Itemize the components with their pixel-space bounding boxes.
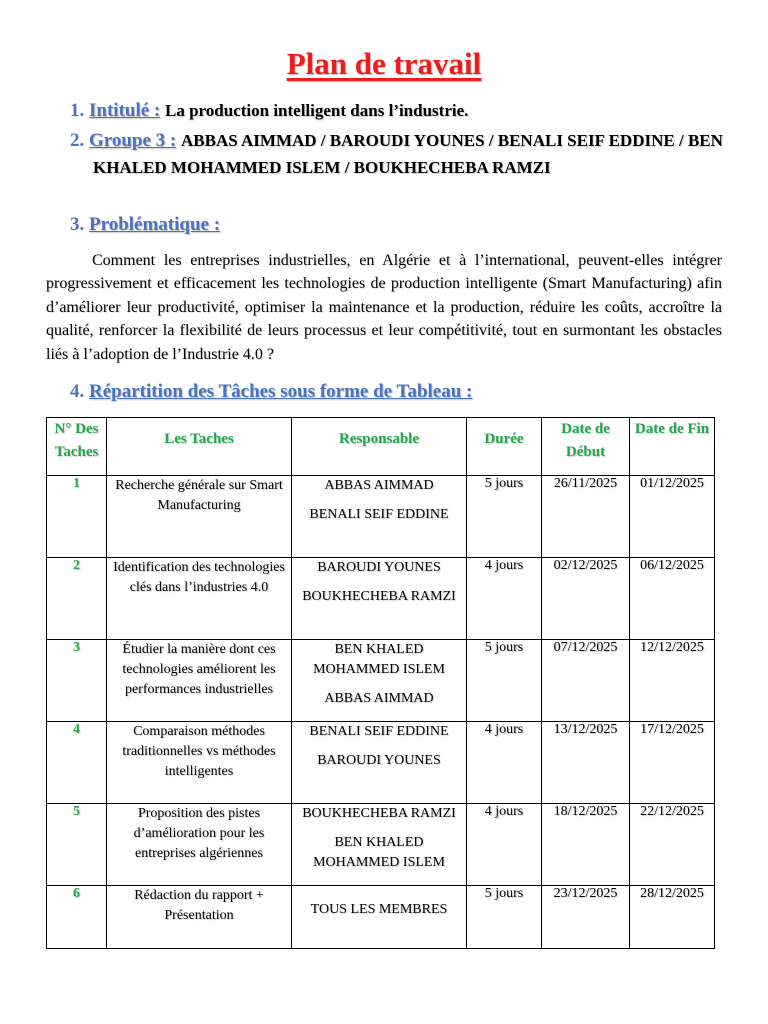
- row-responsable: [292, 886, 467, 949]
- row-responsable: [292, 722, 467, 804]
- row-number: 6: [47, 886, 107, 949]
- responsable-name: ABBAS AIMMAD: [324, 478, 434, 493]
- responsable-name: BENALI SEIF EDDINE: [309, 507, 449, 522]
- row-task: Rédaction du rapport + Présentation: [107, 886, 292, 949]
- table-row: [47, 722, 715, 804]
- row-number: 5: [47, 804, 107, 886]
- row-task: Recherche générale sur Smart Manufacturing: [107, 476, 292, 558]
- row-task: Comparaison méthodes traditionnelles vs méthodes intelligentes: [107, 722, 292, 804]
- section-heading: Répartition des Tâches sous forme de Tableau :: [89, 381, 473, 402]
- responsable-name: BEN KHALED MOHAMMED ISLEM: [313, 642, 445, 677]
- page-title: Plan de travail: [286, 46, 482, 81]
- section-intitule: [70, 97, 730, 124]
- section-number: 4.: [70, 381, 85, 402]
- row-duree: 4 jours: [467, 722, 542, 804]
- responsable-name: BOUKHECHEBA RAMZI: [302, 589, 456, 604]
- header-date-fin: Date de Fin: [630, 418, 715, 476]
- row-duree: 5 jours: [467, 886, 542, 949]
- section-number: 2.: [70, 130, 85, 151]
- responsable-name: BAROUDI YOUNES: [317, 753, 441, 768]
- row-date-fin: 06/12/2025: [630, 558, 715, 640]
- table-row: [47, 804, 715, 886]
- row-duree: 4 jours: [467, 804, 542, 886]
- responsable-name: ABBAS AIMMAD: [324, 691, 434, 706]
- row-date-debut: 18/12/2025: [542, 804, 630, 886]
- responsable-name: BOUKHECHEBA RAMZI: [302, 806, 456, 821]
- tasks-table: [46, 417, 715, 949]
- section-number: 1.: [70, 100, 85, 121]
- responsable-name: TOUS LES MEMBRES: [310, 902, 448, 917]
- row-date-debut: 13/12/2025: [542, 722, 630, 804]
- problematique-paragraph: Comment les entreprises industrielles, en Algérie et à l’international, peuvent-elles intégrer progressivement et efficacement les technologies de production intelligente (Smart Manufacturing) afin d’améliorer leur productivité, optimiser la maintenance et la production, réduire les coûts, accroître la qualité, renforcer la flexibilité de leurs processus et leur compétitivité, tout en surmontant les obstacles liés à l’adoption de l’Industrie 4.0 ?: [46, 252, 722, 363]
- row-number: 1: [47, 476, 107, 558]
- row-number: 4: [47, 722, 107, 804]
- row-date-debut: 02/12/2025: [542, 558, 630, 640]
- row-task: Étudier la manière dont ces technologies améliorent les performances industrielles: [107, 640, 292, 722]
- row-number: 2: [47, 558, 107, 640]
- section-heading: Problématique :: [89, 214, 221, 235]
- table-row: [47, 886, 715, 949]
- responsable-name: BENALI SEIF EDDINE: [309, 724, 449, 739]
- header-duree: Durée: [467, 418, 542, 476]
- row-responsable: [292, 558, 467, 640]
- responsable-name: BEN KHALED MOHAMMED ISLEM: [313, 835, 445, 870]
- row-responsable: [292, 640, 467, 722]
- row-number: 3: [47, 640, 107, 722]
- row-date-fin: 22/12/2025: [630, 804, 715, 886]
- header-responsable: Responsable: [292, 418, 467, 476]
- section-number: 3.: [70, 214, 85, 235]
- section-groupe: [70, 127, 753, 181]
- row-date-fin: 12/12/2025: [630, 640, 715, 722]
- row-task: Proposition des pistes d’amélioration pour les entreprises algériennes: [107, 804, 292, 886]
- row-duree: 5 jours: [467, 476, 542, 558]
- row-responsable: [292, 476, 467, 558]
- table-row: [47, 558, 715, 640]
- header-taches: Les Taches: [107, 418, 292, 476]
- row-responsable: [292, 804, 467, 886]
- section-heading: Intitulé :: [89, 100, 161, 121]
- row-date-debut: 23/12/2025: [542, 886, 630, 949]
- row-date-debut: 07/12/2025: [542, 640, 630, 722]
- row-date-fin: 01/12/2025: [630, 476, 715, 558]
- header-num: N° Des Taches: [47, 418, 107, 476]
- row-task: Identification des technologies clés dans l’industries 4.0: [107, 558, 292, 640]
- table-row: [47, 640, 715, 722]
- row-date-debut: 26/11/2025: [542, 476, 630, 558]
- section-value: ABBAS AIMMAD / BAROUDI YOUNES / BENALI SEIF EDDINE / BEN KHALED MOHAMMED ISLEM / BOUKHECHEBA RAMZI: [93, 131, 723, 177]
- table-row: [47, 476, 715, 558]
- header-date-debut: Date de Début: [542, 418, 630, 476]
- responsable-name: BAROUDI YOUNES: [317, 560, 441, 575]
- section-value: La production intelligent dans l’industrie.: [165, 101, 469, 120]
- section-repartition: [70, 378, 730, 405]
- row-date-fin: 17/12/2025: [630, 722, 715, 804]
- row-duree: 4 jours: [467, 558, 542, 640]
- section-heading: Groupe 3 :: [89, 130, 177, 151]
- row-date-fin: 28/12/2025: [630, 886, 715, 949]
- section-problematique: [70, 211, 730, 238]
- row-duree: 5 jours: [467, 640, 542, 722]
- table-header-row: [47, 418, 715, 476]
